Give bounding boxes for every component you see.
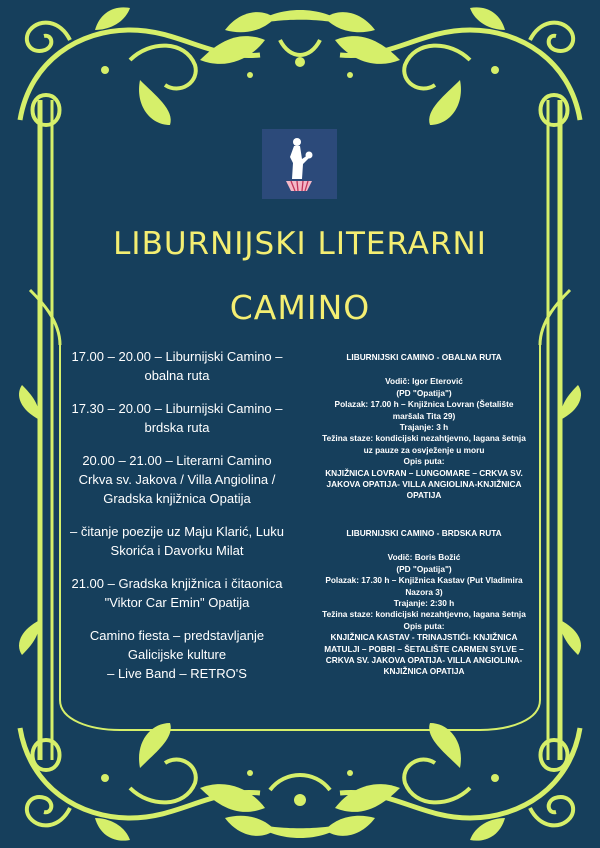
route-path: MATULJI – POBRI – ŠETALIŠTE CARMEN SYLVE – [324, 643, 524, 654]
route-path-label: Opis puta: [403, 456, 445, 467]
poster-title-line-1: LIBURNIJSKI LITERARNI [113, 226, 487, 262]
program-item: 21.00 – Gradska knjižnica i čitaonica "Viktor Car Emin" Opatija [71, 576, 283, 610]
route-path: KNJIŽNICA LOVRAN – LUNGOMARE – CRKVA SV. [325, 467, 523, 478]
route-duration: Trajanje: 2:30 h [393, 597, 455, 608]
route-duration: Trajanje: 3 h [399, 422, 449, 433]
route-path-label: Opis puta: [403, 620, 445, 631]
program-item: – čitanje poezije uz Maju Klarić, Luku Skorića i Davorku Milat [70, 524, 284, 558]
route-difficulty-cont: uz pauze za osvježenje u moru [363, 444, 485, 455]
routes-info [300, 352, 548, 678]
program-item: 20.00 – 21.00 – Literarni Camino Crkva sv. Jakova / Villa Angiolina / Gradska knjižnica Opatija [78, 453, 276, 506]
poster-title-line-2: CAMINO [229, 288, 371, 327]
program-item: Camino fiesta – predstavljanje Galicijske kulture – Live Band – RETRO'S [89, 628, 265, 681]
program-item: 17.30 – 20.00 – Liburnijski Camino – brdska ruta [71, 401, 283, 435]
route-heading-obalna: LIBURNIJSKI CAMINO - OBALNA RUTA [346, 352, 502, 362]
program-item: 17.00 – 20.00 – Liburnijski Camino – obalna ruta [71, 349, 283, 383]
route-heading-brdska: LIBURNIJSKI CAMINO - BRDSKA RUTA [346, 527, 502, 538]
route-path: KNJIŽNICA KASTAV - TRINAJSTIĆI- KNJIŽNICA [330, 632, 518, 643]
route-start: Polazak: 17.30 h – Knjižnica Kastav (Put Vladimira [325, 575, 523, 586]
route-start-cont: Nazora 3) [405, 586, 443, 597]
route-path: CRKVA SV. JAKOVA OPATIJA- VILLA ANGIOLINA- [325, 654, 523, 665]
route-path: JAKOVA OPATIJA- VILLA ANGIOLINA-KNJIŽNICA [326, 479, 522, 490]
logo [262, 129, 337, 199]
route-difficulty: Težina staze: kondicijski nezahtjevno, lagana šetnja [322, 433, 526, 444]
route-difficulty: Težina staze: kondicijski nezahtjevno, lagana šetnja [322, 609, 526, 620]
route-path: OPATIJA [406, 490, 442, 501]
route-guide-org: (PD "Opatija") [396, 563, 452, 574]
route-start: Polazak: 17.00 h – Knjižnica Lovran (Šetalište [334, 399, 514, 410]
statue-with-shell-icon [262, 129, 337, 199]
route-path: KNJIŽNICA OPATIJA [383, 666, 465, 677]
route-start-cont: maršala Tita 29) [392, 410, 456, 421]
route-guide-org: (PD "Opatija") [396, 387, 452, 398]
route-guide: Vodič: Boris Božić [387, 552, 461, 563]
route-guide: Vodič: Igor Eterović [385, 376, 463, 387]
program-list [64, 347, 290, 697]
